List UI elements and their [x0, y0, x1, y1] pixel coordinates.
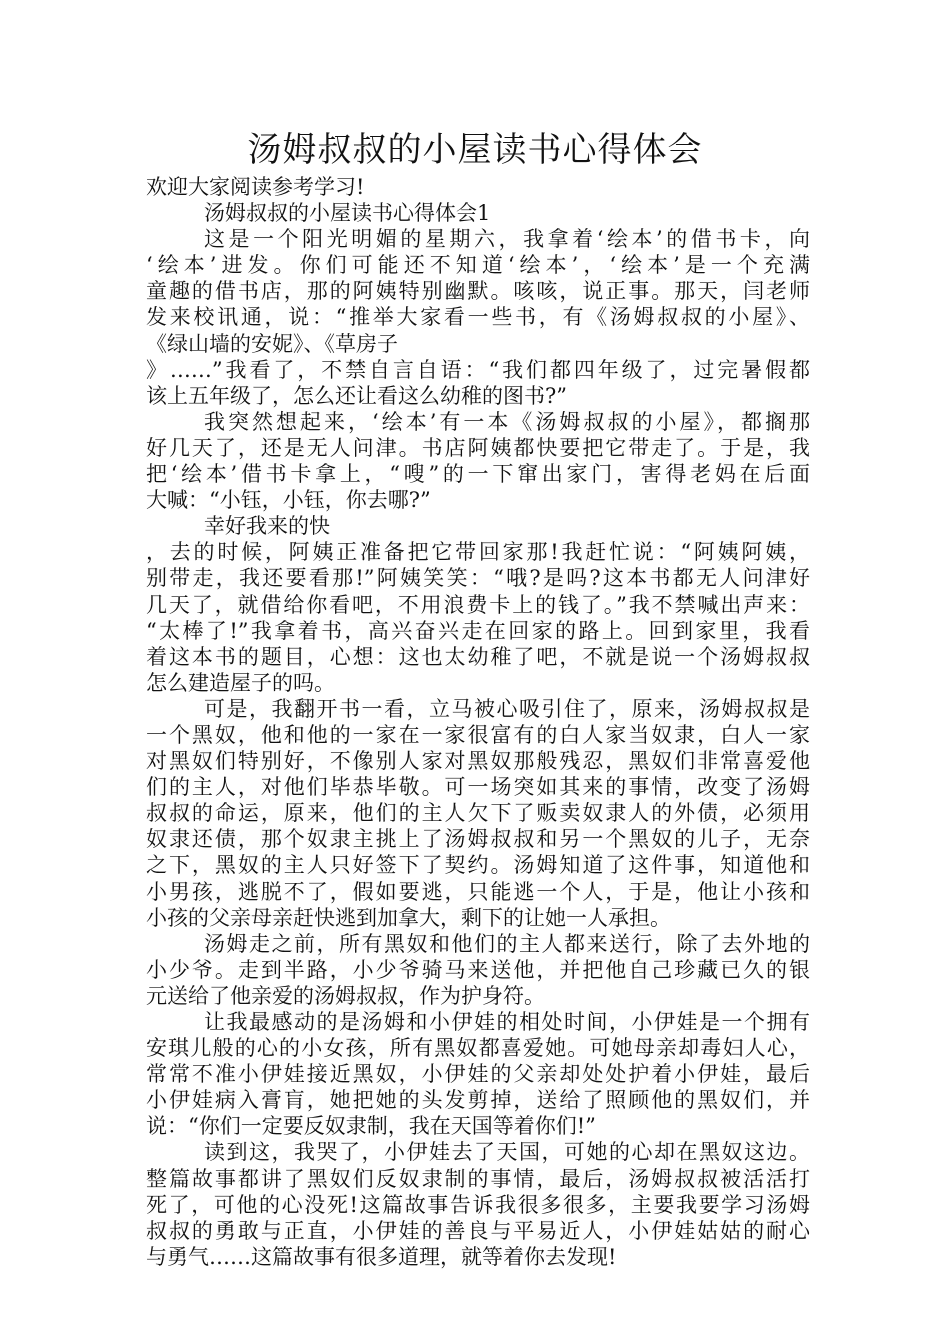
- text-line: ‘绘本’进发。你们可能还不知道‘绘本’，‘绘本’是一个充满: [146, 253, 810, 278]
- text-line: 我突然想起来，‘绘本’有一本《汤姆叔叔的小屋》，都搁那: [204, 409, 810, 434]
- text-line: 《绿山墙的安妮》、《草房子: [146, 331, 398, 356]
- text-line: 发来校讯通，说：“推举大家看一些书，有《汤姆叔叔的小屋》、: [146, 305, 810, 330]
- text-line: 一个黑奴，他和他的一家在一家很富有的白人家当奴隶，白人一家: [146, 722, 810, 747]
- text-line: “太棒了!”我拿着书，高兴奋兴走在回家的路上。回到家里，我看: [146, 618, 810, 643]
- text-line: 》……”我看了，不禁自言自语：“我们都四年级了，过完暑假都: [146, 357, 810, 382]
- document-body: [146, 174, 810, 1270]
- text-line: 小伊娃病入膏肓，她把她的头发剪掉，送给了照顾他的黑奴们，并: [146, 1088, 810, 1113]
- text-line: 该上五年级了，怎么还让看这么幼稚的图书?”: [146, 383, 567, 408]
- text-line: 与勇气……这篇故事有很多道理，就等着你去发现!: [146, 1244, 617, 1269]
- text-line: 幸好我来的快: [204, 514, 330, 539]
- text-line: 奴隶还债，那个奴隶主挑上了汤姆叔叔和另一个黑奴的儿子，无奈: [146, 827, 810, 852]
- text-line: 把‘绘本’借书卡拿上，“嗖”的一下窜出家门，害得老妈在后面: [146, 462, 810, 487]
- text-line: 大喊：“小钰，小钰，你去哪?”: [146, 488, 431, 513]
- text-line: 汤姆走之前，所有黑奴和他们的主人都来送行，除了去外地的: [204, 931, 810, 956]
- text-line: 童趣的借书店，那的阿姨特别幽默。咳咳，说正事。那天，闫老师: [146, 279, 810, 304]
- text-line: 整篇故事都讲了黑奴们反奴隶制的事情，最后，汤姆叔叔被活活打: [146, 1166, 810, 1191]
- text-line: 汤姆叔叔的小屋读书心得体会1: [204, 201, 491, 226]
- text-line: 安琪儿般的心的小女孩，所有黑奴都喜爱她。可她母亲却毒妇人心，: [146, 1036, 810, 1061]
- text-line: 小少爷。走到半路，小少爷骑马来送他，并把他自己珍藏已久的银: [146, 957, 810, 982]
- text-line: 这是一个阳光明媚的星期六，我拿着‘绘本’的借书卡，向: [204, 227, 810, 252]
- text-line: 可是，我翻开书一看，立马被心吸引住了，原来，汤姆叔叔是: [204, 696, 810, 721]
- text-line: 别带走，我还要看那!”阿姨笑笑：“哦?是吗?这本书都无人问津好: [146, 566, 810, 591]
- text-line: 读到这，我哭了，小伊娃去了天国，可她的心却在黑奴这边。: [204, 1140, 810, 1165]
- text-line: 几天了，就借给你看吧，不用浪费卡上的钱了。”我不禁喊出声来：: [146, 592, 810, 617]
- text-line: 常常不准小伊娃接近黑奴，小伊娃的父亲却处处护着小伊娃，最后: [146, 1062, 810, 1087]
- text-line: ，去的时候，阿姨正准备把它带回家那!我赶忙说：“阿姨阿姨，: [146, 540, 810, 565]
- text-line: 叔叔的命运，原来，他们的主人欠下了贩卖奴隶人的外债，必须用: [146, 801, 810, 826]
- text-line: 好几天了，还是无人问津。书店阿姨都快要把它带走了。于是，我: [146, 435, 810, 460]
- text-line: 小男孩，逃脱不了，假如要逃，只能逃一个人，于是，他让小孩和: [146, 879, 810, 904]
- text-line: 们的主人，对他们毕恭毕敬。可一场突如其来的事情，改变了汤姆: [146, 775, 810, 800]
- text-line: 怎么建造屋子的吗。: [146, 670, 335, 695]
- text-line: 之下，黑奴的主人只好签下了契约。汤姆知道了这件事，知道他和: [146, 853, 810, 878]
- text-line: 对黑奴们特别好，不像别人家对黑奴那般残忍，黑奴们非常喜爱他: [146, 749, 810, 774]
- text-line: 说：“你们一定要反奴隶制，我在天国等着你们!”: [146, 1114, 596, 1139]
- text-line: 叔叔的勇敢与正直，小伊娃的善良与平易近人，小伊娃姑姑的耐心: [146, 1218, 810, 1243]
- text-line: 死了，可他的心没死!这篇故事告诉我很多很多，主要我要学习汤姆: [146, 1192, 810, 1217]
- text-line: 让我最感动的是汤姆和小伊娃的相处时间，小伊娃是一个拥有: [204, 1010, 810, 1034]
- document-title: 汤姆叔叔的小屋读书心得体会: [247, 130, 703, 170]
- text-line: 小孩的父亲母亲赶快逃到加拿大，剩下的让她一人承担。: [146, 905, 671, 930]
- text-line: 欢迎大家阅读参考学习!: [146, 175, 365, 199]
- text-line: 着这本书的题目，心想：这也太幼稚了吧，不就是说一个汤姆叔叔: [146, 644, 810, 669]
- text-line: 元送给了他亲爱的汤姆叔叔，作为护身符。: [146, 983, 545, 1008]
